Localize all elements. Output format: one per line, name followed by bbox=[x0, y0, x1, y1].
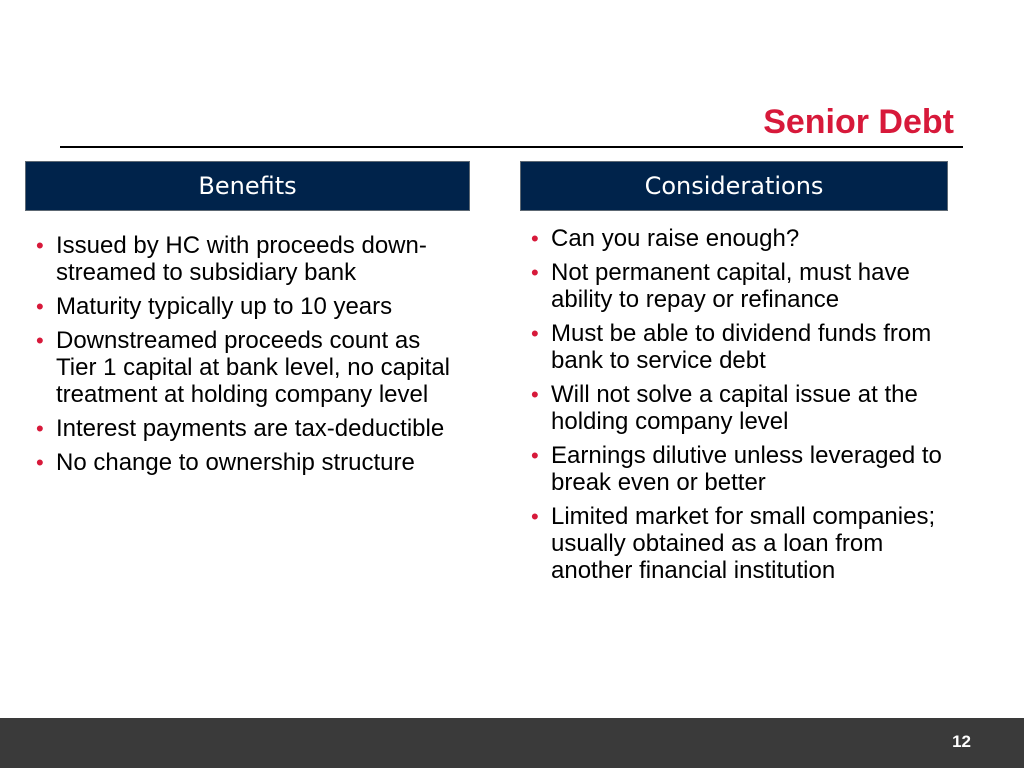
page-number: 12 bbox=[952, 732, 971, 751]
footer-bar bbox=[0, 718, 1024, 768]
bullet-text: Not permanent capital, must have ability to repay or refinance bbox=[551, 259, 910, 313]
benefits-list-item bbox=[35, 232, 465, 286]
considerations-list-item bbox=[530, 259, 970, 313]
bullet-text: No change to ownership structure bbox=[56, 449, 415, 476]
bullet-text: Must be able to dividend funds from bank to service debt bbox=[551, 320, 932, 374]
bullet-text: Will not solve a capital issue at the holding company level bbox=[551, 381, 918, 435]
bullet-icon: • bbox=[36, 416, 44, 441]
bullet-icon: • bbox=[36, 450, 44, 475]
bullet-icon: • bbox=[531, 382, 539, 407]
benefits-list-item bbox=[35, 415, 465, 442]
considerations-list bbox=[530, 225, 970, 591]
bullet-icon: • bbox=[531, 226, 539, 251]
bullet-icon: • bbox=[531, 443, 539, 468]
benefits-list-item bbox=[35, 327, 465, 408]
bullet-icon: • bbox=[531, 504, 539, 529]
bullet-icon: • bbox=[36, 328, 44, 353]
considerations-list-item bbox=[530, 442, 970, 496]
benefits-header: Benefits bbox=[25, 161, 470, 211]
bullet-icon: • bbox=[36, 233, 44, 258]
title-divider bbox=[60, 146, 963, 148]
considerations-list-item bbox=[530, 503, 970, 584]
benefits-list-item bbox=[35, 293, 465, 320]
bullet-text: Issued by HC with proceeds down-streamed to subsidiary bank bbox=[56, 232, 427, 286]
bullet-text: Downstreamed proceeds count as Tier 1 capital at bank level, no capital treatment at holding company level bbox=[56, 327, 450, 408]
bullet-text: Interest payments are tax-deductible bbox=[56, 415, 445, 442]
benefits-list bbox=[35, 232, 465, 483]
benefits-list-item bbox=[35, 449, 465, 476]
bullet-text: Can you raise enough? bbox=[551, 225, 800, 252]
bullet-icon: • bbox=[36, 294, 44, 319]
bullet-text: Maturity typically up to 10 years bbox=[56, 293, 393, 320]
bullet-text: Limited market for small companies; usually obtained as a loan from another financial institution bbox=[551, 503, 936, 584]
considerations-header: Considerations bbox=[520, 161, 948, 211]
considerations-list-item bbox=[530, 320, 970, 374]
bullet-text: Earnings dilutive unless leveraged to break even or better bbox=[551, 442, 942, 496]
considerations-list-item bbox=[530, 225, 970, 252]
bullet-icon: • bbox=[531, 260, 539, 285]
slide-title: Senior Debt bbox=[763, 103, 954, 141]
bullet-icon: • bbox=[531, 321, 539, 346]
considerations-list-item bbox=[530, 381, 970, 435]
